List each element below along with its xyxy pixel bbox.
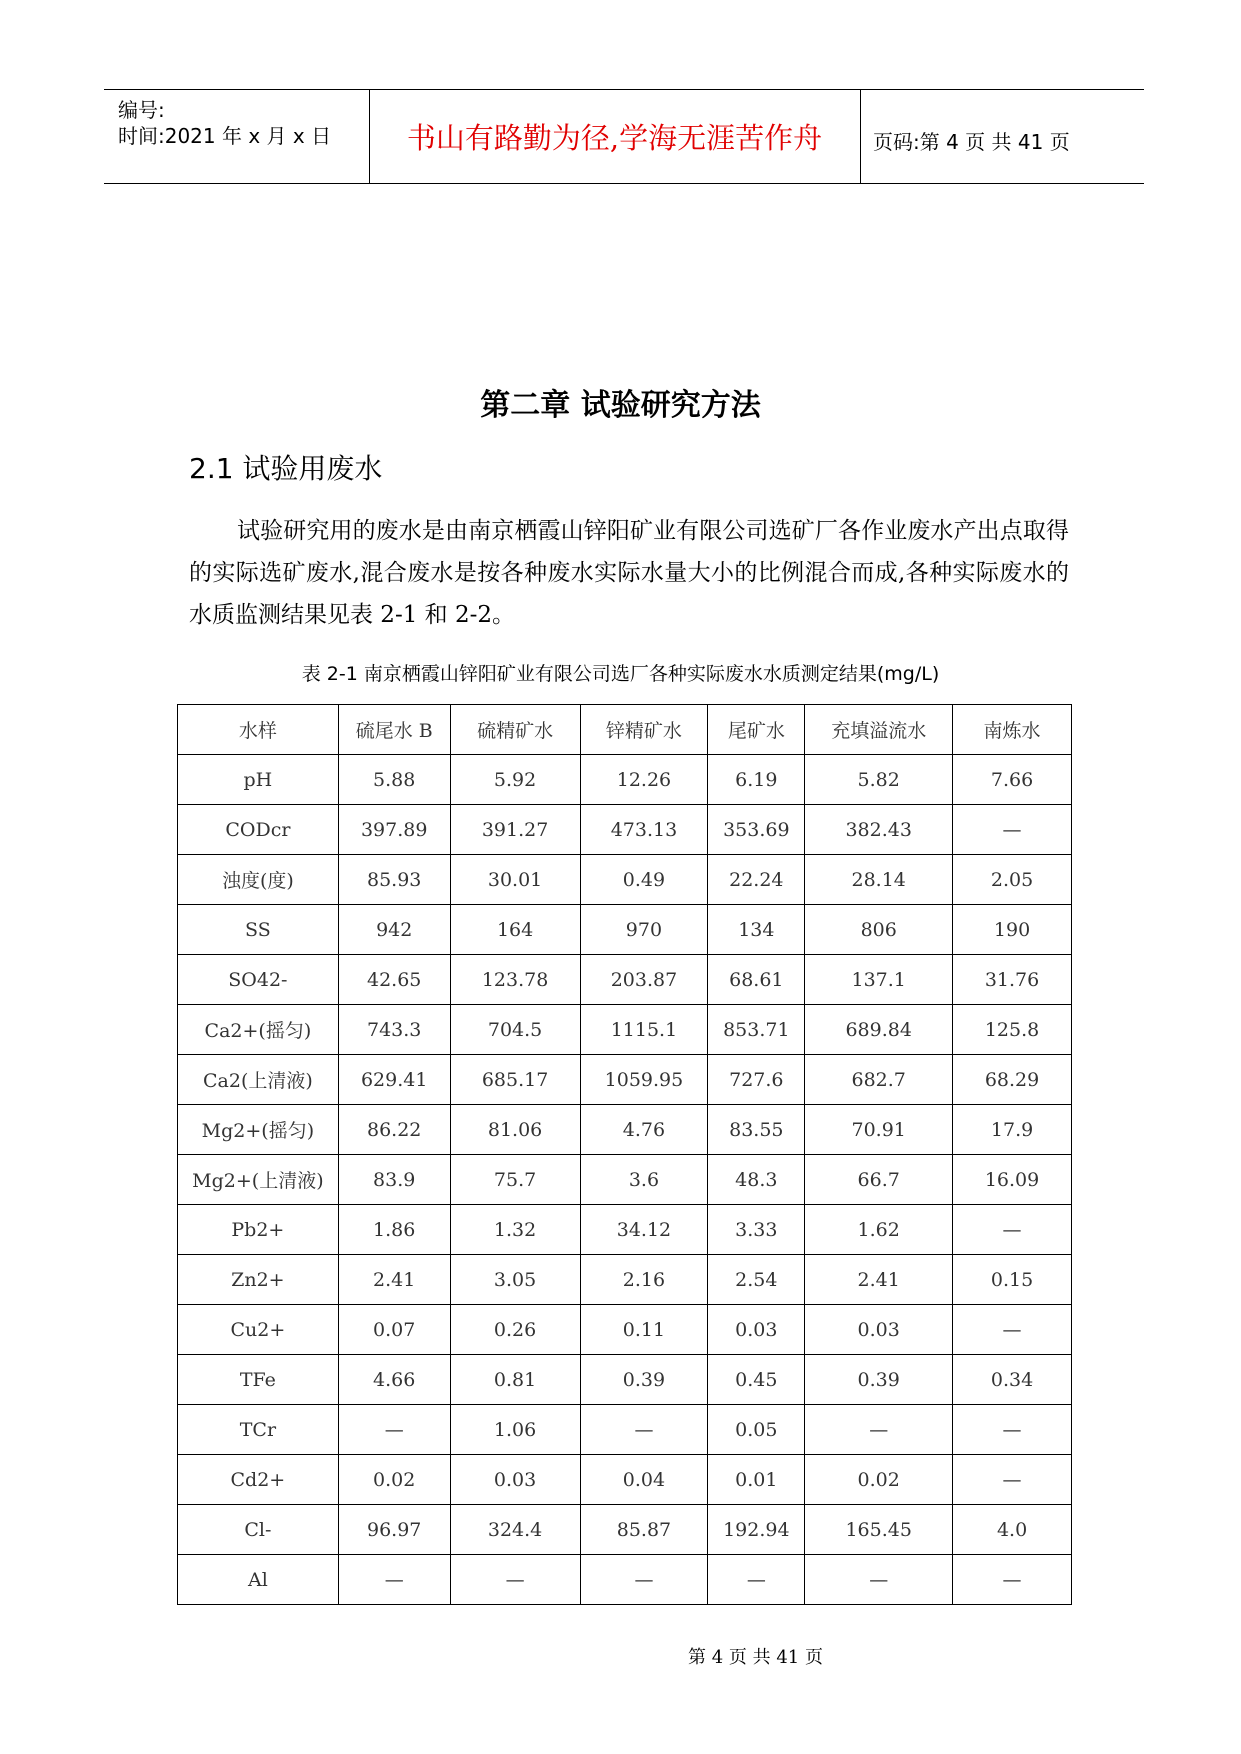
header-divider-right [860, 89, 861, 183]
table-cell: 0.34 [953, 1355, 1072, 1405]
table-cell: 42.65 [338, 955, 450, 1005]
table-cell: — [805, 1555, 953, 1605]
table-row-label: pH [178, 755, 339, 805]
table-cell: 391.27 [450, 805, 580, 855]
header-page-label: 页码:第 4 页 共 41 页 [873, 130, 1070, 154]
table-cell: 83.55 [708, 1105, 805, 1155]
table-cell: — [580, 1555, 708, 1605]
table-row [178, 1255, 1072, 1305]
table-cell: 0.03 [805, 1305, 953, 1355]
table-row-label: Cl- [178, 1505, 339, 1555]
table-row [178, 955, 1072, 1005]
table-header-cell: 锌精矿水 [580, 705, 708, 755]
table-cell: 0.45 [708, 1355, 805, 1405]
table-cell: 1059.95 [580, 1055, 708, 1105]
table-cell: 3.05 [450, 1255, 580, 1305]
table-row-label: TFe [178, 1355, 339, 1405]
table-header-cell: 水样 [178, 705, 339, 755]
table-cell: 70.91 [805, 1105, 953, 1155]
body-paragraph: 试验研究用的废水是由南京栖霞山锌阳矿业有限公司选矿厂各作业废水产出点取得的实际选矿废水,混合废水是按各种废水实际水量大小的比例混合而成,各种实际废水的水质监测结果见表 2-1 和 2-2。 [189, 518, 1069, 628]
table-header-cell: 硫尾水 B [338, 705, 450, 755]
table-cell: 0.01 [708, 1455, 805, 1505]
table-row [178, 805, 1072, 855]
table-row [178, 1055, 1072, 1105]
table-cell: 0.81 [450, 1355, 580, 1405]
header-time-label: 时间:2021 年 x 月 x 日 [118, 124, 332, 148]
table-row [178, 1205, 1072, 1255]
table-cell: 123.78 [450, 955, 580, 1005]
table-cell: 1.86 [338, 1205, 450, 1255]
table-row-label: Ca2+(摇匀) [178, 1005, 339, 1055]
table-cell: 0.07 [338, 1305, 450, 1355]
table-cell: 1.06 [450, 1405, 580, 1455]
table-cell: 942 [338, 905, 450, 955]
table-cell: — [953, 1305, 1072, 1355]
table-row [178, 855, 1072, 905]
table-cell: 970 [580, 905, 708, 955]
table-cell: 0.03 [450, 1455, 580, 1505]
table-cell: 2.05 [953, 855, 1072, 905]
table-header-cell: 充填溢流水 [805, 705, 953, 755]
table-row-label: Mg2+(摇匀) [178, 1105, 339, 1155]
table-row-label: SS [178, 905, 339, 955]
table-cell: 30.01 [450, 855, 580, 905]
table-row [178, 1455, 1072, 1505]
table-row-label: SO42- [178, 955, 339, 1005]
table-cell: 0.02 [338, 1455, 450, 1505]
table-row-label: 浊度(度) [178, 855, 339, 905]
table-cell: — [953, 805, 1072, 855]
table-cell: 4.0 [953, 1505, 1072, 1555]
table-cell: 2.41 [338, 1255, 450, 1305]
table-cell: 4.76 [580, 1105, 708, 1155]
table-cell: 85.93 [338, 855, 450, 905]
header-top-rule [104, 89, 1144, 90]
table-header-cell: 南炼水 [953, 705, 1072, 755]
table-cell: 12.26 [580, 755, 708, 805]
table-row-label: Al [178, 1555, 339, 1605]
table-cell: 164 [450, 905, 580, 955]
table-header-cell: 硫精矿水 [450, 705, 580, 755]
table-cell: 1.32 [450, 1205, 580, 1255]
table-cell: 629.41 [338, 1055, 450, 1105]
table-cell: 137.1 [805, 955, 953, 1005]
table-cell: 5.88 [338, 755, 450, 805]
table-cell: 806 [805, 905, 953, 955]
table-cell: — [450, 1555, 580, 1605]
table-cell: 6.19 [708, 755, 805, 805]
table-cell: 1115.1 [580, 1005, 708, 1055]
table-cell: 1.62 [805, 1205, 953, 1255]
table-row-label: TCr [178, 1405, 339, 1455]
header-motto: 书山有路勤为径,学海无涯苦作舟 [406, 121, 823, 155]
table-cell: 75.7 [450, 1155, 580, 1205]
table-row [178, 1305, 1072, 1355]
table-cell: 34.12 [580, 1205, 708, 1255]
table-cell: — [805, 1405, 953, 1455]
table-cell: 17.9 [953, 1105, 1072, 1155]
table-cell: 682.7 [805, 1055, 953, 1105]
table-header-cell: 尾矿水 [708, 705, 805, 755]
table-cell: 48.3 [708, 1155, 805, 1205]
table-row [178, 905, 1072, 955]
table-cell: 0.39 [580, 1355, 708, 1405]
table-cell: 68.29 [953, 1055, 1072, 1105]
table-cell: 397.89 [338, 805, 450, 855]
chapter-title: 第二章 试验研究方法 [480, 388, 761, 423]
table-cell: 28.14 [805, 855, 953, 905]
table-cell: 0.02 [805, 1455, 953, 1505]
table-cell: 853.71 [708, 1005, 805, 1055]
table-cell: 0.04 [580, 1455, 708, 1505]
table-cell: 324.4 [450, 1505, 580, 1555]
table-cell: — [708, 1555, 805, 1605]
table-cell: 3.33 [708, 1205, 805, 1255]
section-title: 2.1 试验用废水 [189, 452, 383, 485]
table-cell: 0.05 [708, 1405, 805, 1455]
header-bottom-rule [104, 183, 1144, 184]
table-cell: — [338, 1555, 450, 1605]
table-cell: 192.94 [708, 1505, 805, 1555]
table-row [178, 1355, 1072, 1405]
table-row [178, 1405, 1072, 1455]
water-quality-table [177, 704, 1072, 1605]
table-cell: 85.87 [580, 1505, 708, 1555]
table-cell: 190 [953, 905, 1072, 955]
table-row [178, 1155, 1072, 1205]
footer-page-label: 第 4 页 共 41 页 [688, 1647, 823, 1668]
table-cell: 2.16 [580, 1255, 708, 1305]
table-cell: 22.24 [708, 855, 805, 905]
table-cell: 2.41 [805, 1255, 953, 1305]
table-cell: — [953, 1555, 1072, 1605]
table-row-label: CODcr [178, 805, 339, 855]
table-cell: 16.09 [953, 1155, 1072, 1205]
table-cell: 125.8 [953, 1005, 1072, 1055]
table-cell: 4.66 [338, 1355, 450, 1405]
table-cell: — [338, 1405, 450, 1455]
table-row-label: Zn2+ [178, 1255, 339, 1305]
table-cell: 3.6 [580, 1155, 708, 1205]
table-cell: — [953, 1205, 1072, 1255]
table-cell: 689.84 [805, 1005, 953, 1055]
table-cell: 0.26 [450, 1305, 580, 1355]
table-row-label: Cu2+ [178, 1305, 339, 1355]
table-row [178, 1555, 1072, 1605]
header-number-label: 编号: [118, 98, 165, 122]
table-row-label: Pb2+ [178, 1205, 339, 1255]
table-cell: 31.76 [953, 955, 1072, 1005]
table-cell: 83.9 [338, 1155, 450, 1205]
table-cell: 0.15 [953, 1255, 1072, 1305]
table-cell: — [953, 1455, 1072, 1505]
table-cell: — [580, 1405, 708, 1455]
table-cell: 203.87 [580, 955, 708, 1005]
table-cell: 353.69 [708, 805, 805, 855]
table-cell: 727.6 [708, 1055, 805, 1105]
table-row [178, 1505, 1072, 1555]
table-row [178, 1105, 1072, 1155]
table-cell: 0.11 [580, 1305, 708, 1355]
table-cell: 5.82 [805, 755, 953, 805]
table-cell: 7.66 [953, 755, 1072, 805]
table-row-label: Cd2+ [178, 1455, 339, 1505]
table-row-label: Mg2+(上清液) [178, 1155, 339, 1205]
table-cell: 473.13 [580, 805, 708, 855]
table-cell: 68.61 [708, 955, 805, 1005]
table-cell: 0.03 [708, 1305, 805, 1355]
table-cell: 81.06 [450, 1105, 580, 1155]
table-cell: 86.22 [338, 1105, 450, 1155]
table-caption: 表 2-1 南京栖霞山锌阳矿业有限公司选厂各种实际废水水质测定结果(mg/L) [301, 663, 940, 685]
table-cell: 743.3 [338, 1005, 450, 1055]
table-cell: 66.7 [805, 1155, 953, 1205]
page-footer [0, 1643, 1241, 1669]
table-cell: 382.43 [805, 805, 953, 855]
table-row-label: Ca2(上清液) [178, 1055, 339, 1105]
table-cell: 0.49 [580, 855, 708, 905]
table-header-row [178, 705, 1072, 755]
table-cell: 5.92 [450, 755, 580, 805]
table-row [178, 755, 1072, 805]
table-cell: 134 [708, 905, 805, 955]
table-cell: 0.39 [805, 1355, 953, 1405]
table-cell: 2.54 [708, 1255, 805, 1305]
table-cell: — [953, 1405, 1072, 1455]
table-cell: 704.5 [450, 1005, 580, 1055]
table-cell: 165.45 [805, 1505, 953, 1555]
table-row [178, 1005, 1072, 1055]
table-cell: 96.97 [338, 1505, 450, 1555]
table-cell: 685.17 [450, 1055, 580, 1105]
